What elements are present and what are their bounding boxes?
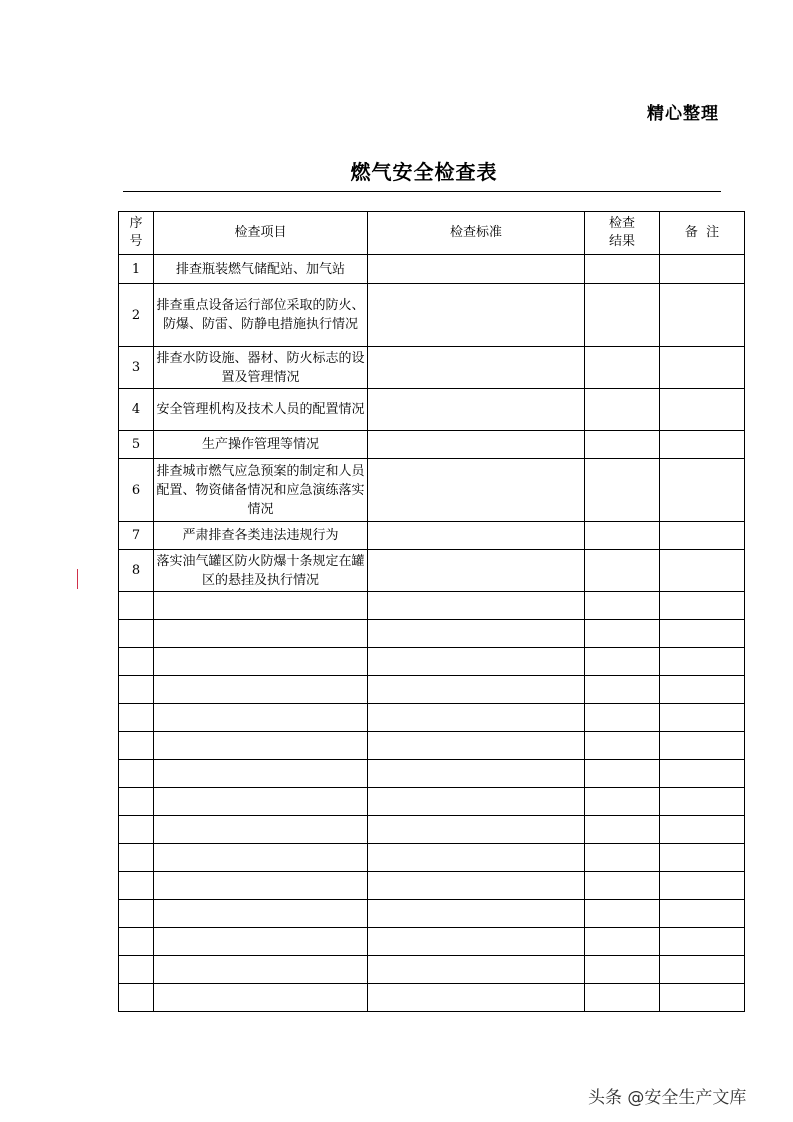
row-number: 2 (119, 284, 154, 347)
column-header-standard: 检查标准 (368, 212, 585, 255)
blank-row (119, 984, 745, 1012)
row-number: 5 (119, 431, 154, 459)
blank-row (119, 844, 745, 872)
row-number: 4 (119, 389, 154, 431)
blank-row (119, 704, 745, 732)
result-cell (585, 255, 660, 284)
blank-rows (119, 592, 745, 1012)
blank-row (119, 900, 745, 928)
remark-cell (660, 347, 745, 389)
remark-cell (660, 431, 745, 459)
title-underline (123, 191, 721, 192)
row-number: 3 (119, 347, 154, 389)
blank-row (119, 872, 745, 900)
blank-row (119, 676, 745, 704)
blank-row (119, 732, 745, 760)
standard-cell (368, 522, 585, 550)
column-header-result: 检查结果 (585, 212, 660, 255)
check-item: 排查重点设备运行部位采取的防火、防爆、防雷、防静电措施执行情况 (154, 284, 368, 347)
blank-row (119, 592, 745, 620)
row-number: 7 (119, 522, 154, 550)
check-item: 生产操作管理等情况 (154, 431, 368, 459)
table-row (119, 255, 745, 284)
inspection-table (118, 211, 745, 1012)
column-header-item: 检查项目 (154, 212, 368, 255)
blank-row (119, 648, 745, 676)
standard-cell (368, 255, 585, 284)
source-watermark: 头条 @安全生产文库 (588, 1088, 747, 1108)
remark-cell (660, 284, 745, 347)
row-number: 8 (119, 550, 154, 592)
blank-row (119, 760, 745, 788)
blank-row (119, 620, 745, 648)
header-note: 精心整理 (647, 104, 719, 124)
blank-row (119, 816, 745, 844)
check-item: 安全管理机构及技术人员的配置情况 (154, 389, 368, 431)
result-cell (585, 431, 660, 459)
table-row (119, 459, 745, 522)
blank-row (119, 956, 745, 984)
result-cell (585, 389, 660, 431)
standard-cell (368, 459, 585, 522)
standard-cell (368, 347, 585, 389)
blank-row (119, 928, 745, 956)
blank-row (119, 788, 745, 816)
remark-cell (660, 550, 745, 592)
check-item: 排查城市燃气应急预案的制定和人员配置、物资储备情况和应急演练落实情况 (154, 459, 368, 522)
result-cell (585, 550, 660, 592)
table-row (119, 431, 745, 459)
result-cell (585, 522, 660, 550)
standard-cell (368, 389, 585, 431)
standard-cell (368, 550, 585, 592)
row-number: 6 (119, 459, 154, 522)
check-item: 落实油气罐区防火防爆十条规定在罐区的悬挂及执行情况 (154, 550, 368, 592)
table-row (119, 389, 745, 431)
table-row (119, 347, 745, 389)
table-row (119, 550, 745, 592)
remark-cell (660, 255, 745, 284)
remark-cell (660, 389, 745, 431)
column-header-seq: 序号 (119, 212, 154, 255)
table-row (119, 284, 745, 347)
result-cell (585, 347, 660, 389)
result-cell (585, 284, 660, 347)
table-row (119, 522, 745, 550)
remark-cell (660, 522, 745, 550)
check-item: 排查水防设施、器材、防火标志的设置及管理情况 (154, 347, 368, 389)
document-title: 燃气安全检查表 (350, 160, 498, 184)
table-header-row (119, 212, 745, 255)
column-header-remark: 备 注 (660, 212, 745, 255)
standard-cell (368, 284, 585, 347)
remark-cell (660, 459, 745, 522)
margin-mark (77, 569, 78, 589)
row-number: 1 (119, 255, 154, 284)
standard-cell (368, 431, 585, 459)
check-item: 严肃排查各类违法违规行为 (154, 522, 368, 550)
result-cell (585, 459, 660, 522)
check-item: 排查瓶装燃气储配站、加气站 (154, 255, 368, 284)
